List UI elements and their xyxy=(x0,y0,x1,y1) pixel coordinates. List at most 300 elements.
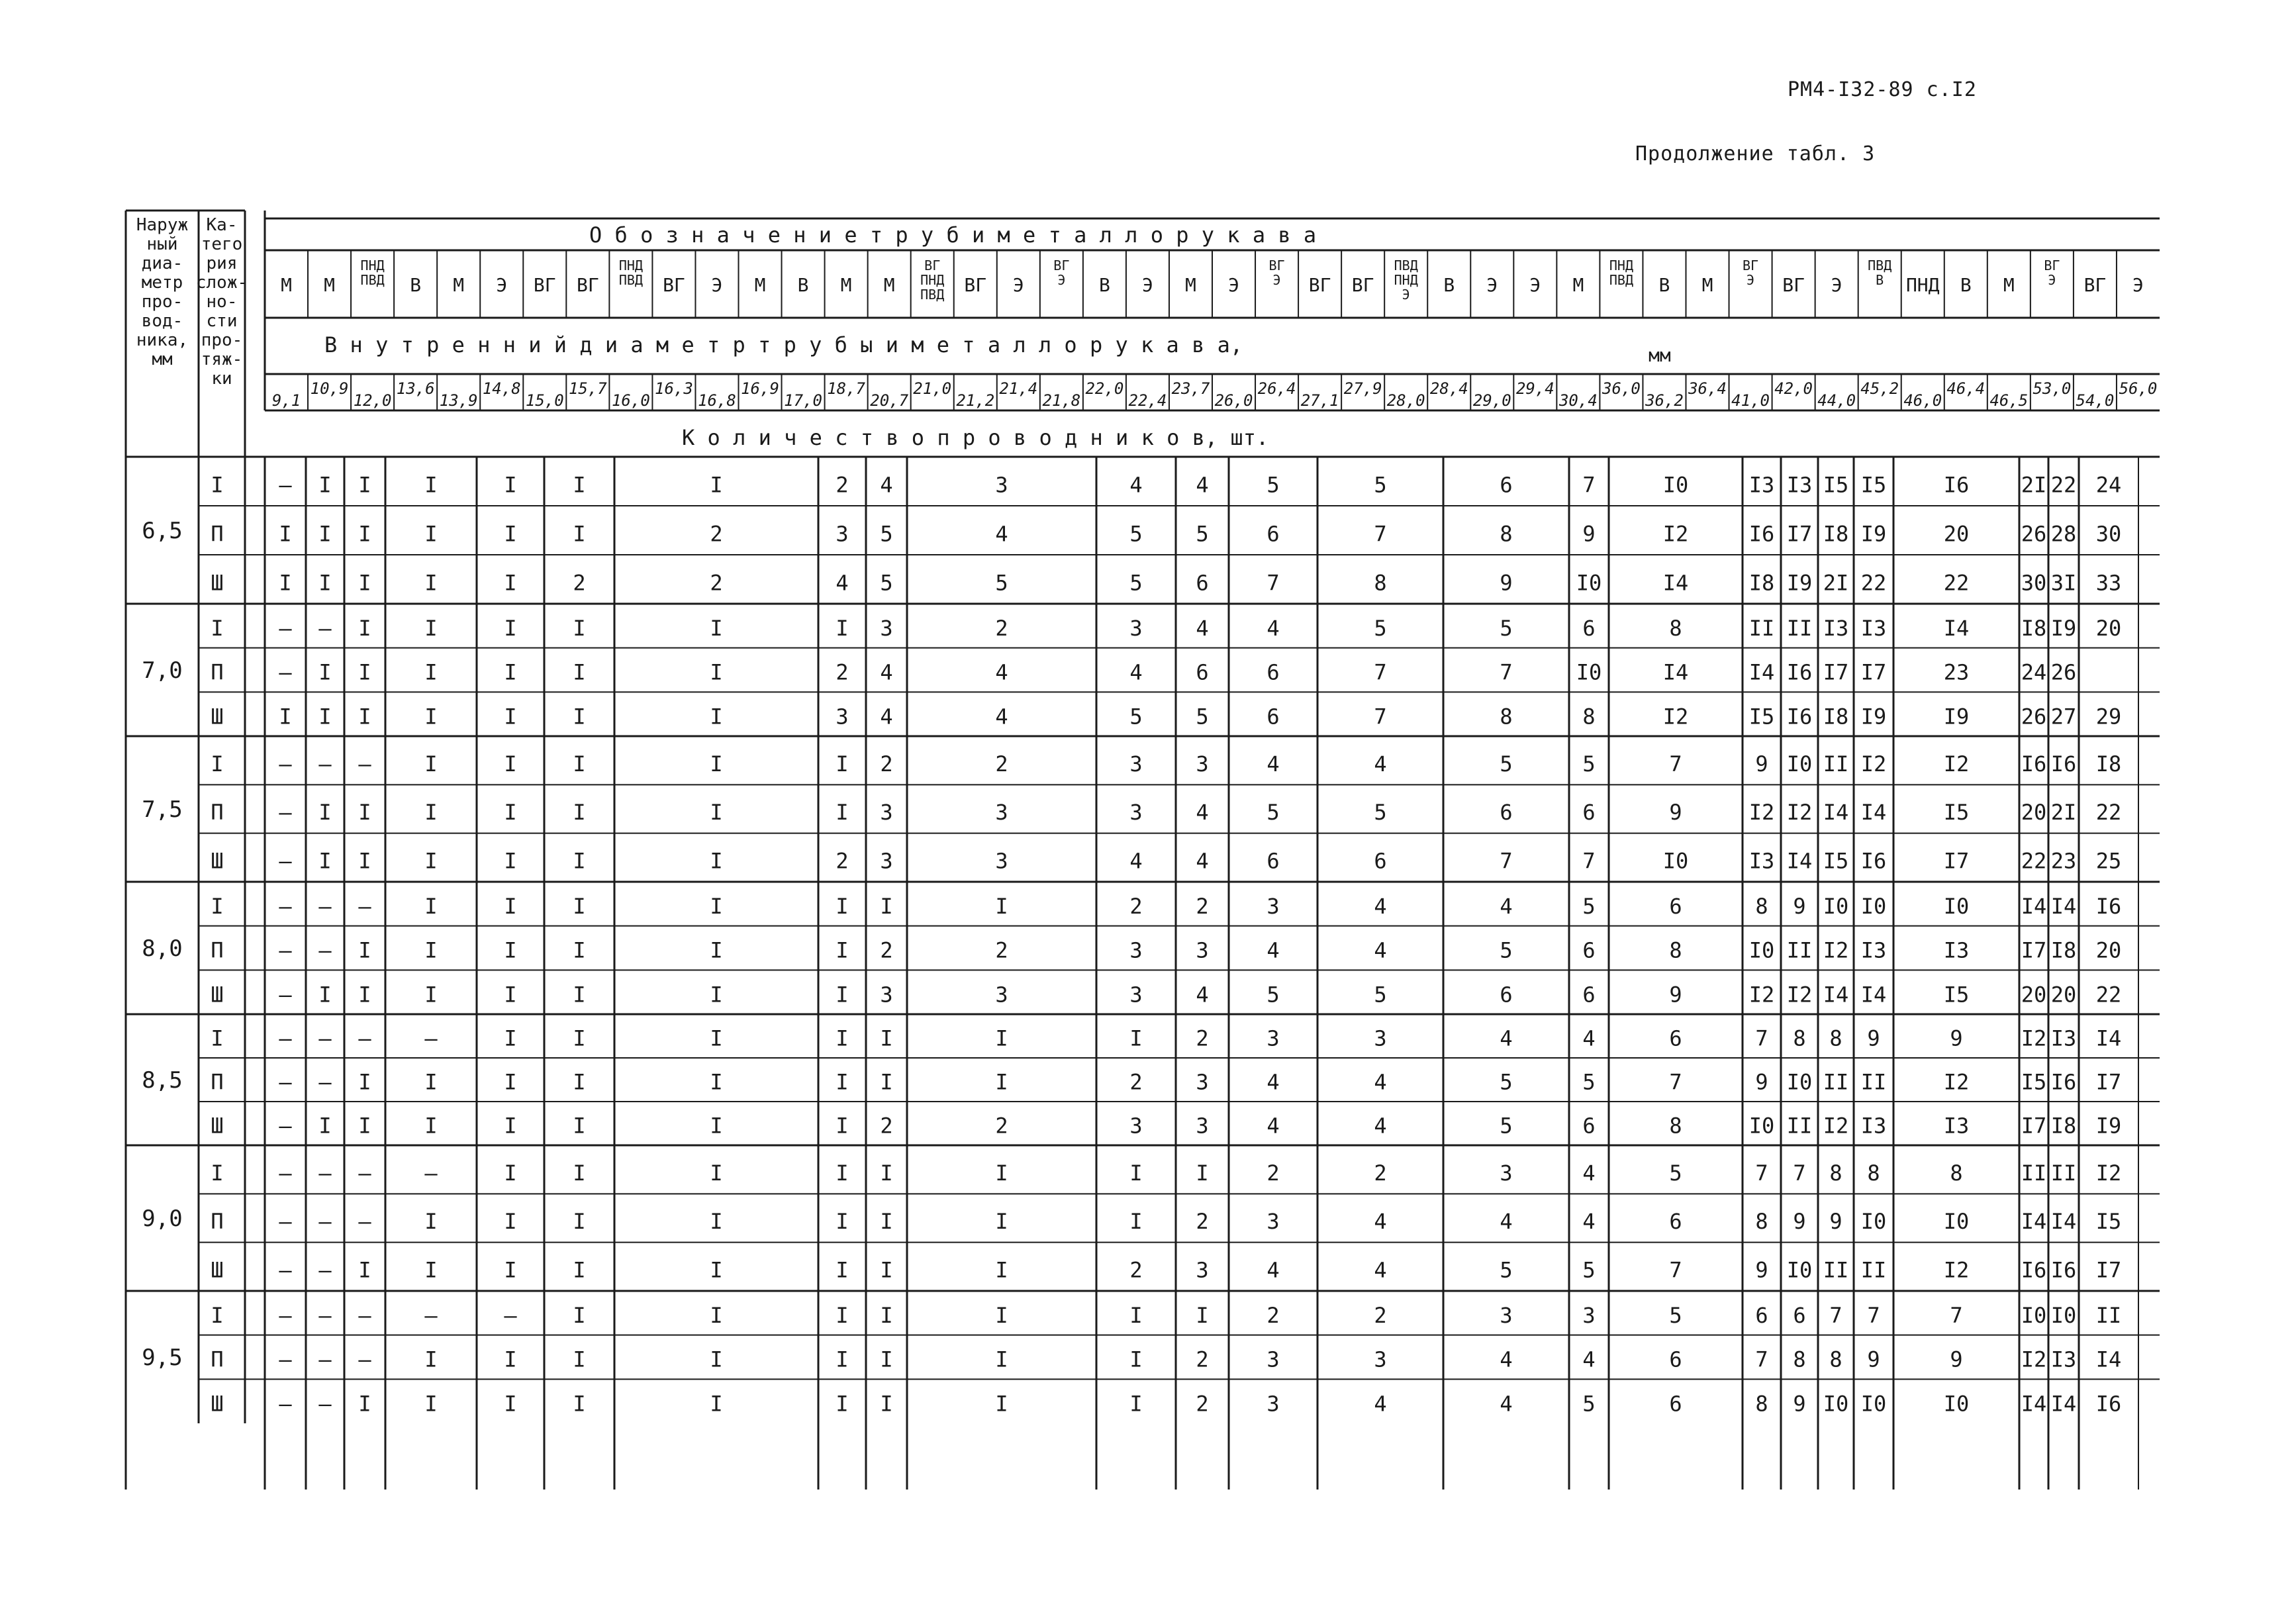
outer-diameter-header: метр xyxy=(141,273,183,293)
conductor-count: I3 xyxy=(1748,848,1775,874)
conductor-count: 30 xyxy=(2021,570,2047,596)
conductor-count: I xyxy=(710,894,723,919)
conductor-count: I xyxy=(424,1347,438,1372)
conductor-count: I xyxy=(573,1257,586,1283)
conductor-count: 9 xyxy=(1793,1209,1806,1235)
inner-diameter-value: 36,0 xyxy=(1602,379,1641,398)
conductor-count: I6 xyxy=(2050,1257,2077,1283)
conductor-count: 8 xyxy=(1829,1347,1842,1372)
conductor-count: I2 xyxy=(1786,982,1813,1008)
category-header: слож- xyxy=(195,273,248,293)
designation-label: М xyxy=(883,274,895,296)
conductor-count: II xyxy=(2021,1160,2047,1186)
conductor-count: I xyxy=(710,937,723,963)
conductor-count: 4 xyxy=(1196,616,1209,641)
inner-diameter-value: 21,0 xyxy=(913,379,952,398)
conductor-count: I xyxy=(573,982,586,1008)
inner-diameter-value: 54,0 xyxy=(2076,391,2115,410)
conductor-count: I xyxy=(504,751,517,777)
conductor-count: II xyxy=(1823,1069,1849,1095)
conductor-count: I8 xyxy=(1748,570,1775,596)
conductor-count: I xyxy=(504,570,517,596)
conductor-count: 4 xyxy=(880,659,893,685)
conductor-count: 5 xyxy=(1500,1113,1513,1139)
conductor-count: – xyxy=(504,1303,517,1328)
category-value: I xyxy=(211,1025,224,1051)
conductor-count: I4 xyxy=(1662,570,1689,596)
conductor-count: I0 xyxy=(1786,1069,1813,1095)
conductor-count: I xyxy=(573,1025,586,1051)
conductor-count: 20 xyxy=(2095,937,2122,963)
conductor-count: I5 xyxy=(2095,1209,2122,1235)
outer-diameter-value: 8,0 xyxy=(142,935,183,962)
designation-label: Э xyxy=(1486,274,1498,296)
conductor-count: 5 xyxy=(1500,1257,1513,1283)
conductor-count: 2 xyxy=(836,848,849,874)
designation-label: Э xyxy=(1746,272,1755,288)
outer-diameter-header: Наруж xyxy=(136,215,189,235)
designation-label: ПВД xyxy=(1609,272,1633,288)
designation-label: Э xyxy=(1831,274,1842,296)
conductor-count: 2 xyxy=(836,472,849,498)
conductor-count: I xyxy=(836,1160,849,1186)
table-body xyxy=(142,472,2121,1416)
inner-diameter-value: 22,4 xyxy=(1128,391,1167,410)
conductor-count: I xyxy=(504,937,517,963)
conductor-count: – xyxy=(279,616,292,641)
designation-label: ВГ xyxy=(1743,258,1759,273)
conductor-count: 2 xyxy=(1267,1303,1280,1328)
conductor-count: II xyxy=(1786,937,1813,963)
conductor-count: II xyxy=(1823,1257,1849,1283)
conductor-count: 2 xyxy=(1129,894,1143,919)
category-value: Ш xyxy=(211,1391,224,1417)
conductor-count: I xyxy=(880,1391,893,1417)
conductor-count: I5 xyxy=(2021,1069,2047,1095)
conductor-count: 8 xyxy=(1829,1160,1842,1186)
conductor-count: I xyxy=(318,800,332,826)
category-header: тяж- xyxy=(201,350,243,369)
designation-label: М xyxy=(1701,274,1713,296)
conductor-count: 7 xyxy=(1374,659,1387,685)
category-value: П xyxy=(211,659,224,685)
conductor-count: I xyxy=(358,616,371,641)
conductor-count: I xyxy=(710,659,723,685)
conductor-count: I0 xyxy=(1662,472,1689,498)
conductor-count: 26 xyxy=(2021,521,2047,547)
conductor-count: I9 xyxy=(1943,704,1970,730)
conductor-count: I xyxy=(424,521,438,547)
inner-diameter-value: 56,0 xyxy=(2119,379,2158,398)
conductor-count: 6 xyxy=(1500,982,1513,1008)
conductor-count: I xyxy=(710,1160,723,1186)
conductor-count: I7 xyxy=(2021,937,2047,963)
conductor-count: 6 xyxy=(1374,848,1387,874)
conductor-count: – xyxy=(424,1025,438,1051)
conductor-count: 4 xyxy=(1582,1160,1596,1186)
conductor-count: 24 xyxy=(2095,472,2122,498)
conductor-count: 5 xyxy=(1129,521,1143,547)
conductor-count: – xyxy=(318,1069,332,1095)
category-value: I xyxy=(211,894,224,919)
conductor-count: 6 xyxy=(1582,937,1596,963)
conductor-count: 4 xyxy=(1500,1347,1513,1372)
conductor-count: I xyxy=(710,472,723,498)
conductor-count: I xyxy=(1129,1025,1143,1051)
conductor-count: 22 xyxy=(2050,472,2077,498)
conductor-count: I xyxy=(995,1391,1008,1417)
conductor-count: 7 xyxy=(1755,1025,1768,1051)
conductor-count: 6 xyxy=(1267,848,1280,874)
designation-label: В xyxy=(1443,274,1455,296)
conductor-count: I2 xyxy=(1786,800,1813,826)
conductor-count: I xyxy=(710,1257,723,1283)
conductor-count: 5 xyxy=(1669,1303,1682,1328)
designation-label: Э xyxy=(1057,272,1066,288)
conductor-count: 20 xyxy=(2021,982,2047,1008)
conductor-count: 6 xyxy=(1755,1303,1768,1328)
conductor-count: – xyxy=(279,1303,292,1328)
conductor-count: I xyxy=(836,1069,849,1095)
outer-diameter-value: 9,5 xyxy=(142,1345,183,1371)
inner-diameter-value: 13,9 xyxy=(439,391,478,410)
conductor-count: I xyxy=(318,1113,332,1139)
conductor-count: 9 xyxy=(1950,1025,1963,1051)
conductor-count: I xyxy=(504,1160,517,1186)
conductor-count: I2 xyxy=(1943,1257,1970,1283)
conductor-count: I3 xyxy=(1943,937,1970,963)
conductor-count: I xyxy=(424,1209,438,1235)
conductor-count: I xyxy=(424,1069,438,1095)
conductor-count: 2 xyxy=(710,570,723,596)
conductor-count: 3 xyxy=(880,848,893,874)
conductor-count: I xyxy=(358,570,371,596)
conductor-count: – xyxy=(318,1160,332,1186)
conductor-count: I xyxy=(836,894,849,919)
conductor-count: 4 xyxy=(1267,1069,1280,1095)
conductor-count: I xyxy=(424,616,438,641)
designation-label: ПВД xyxy=(920,287,945,303)
designation-label: ВГ xyxy=(964,274,987,296)
inner-diameter-value: 36,2 xyxy=(1645,391,1684,410)
conductor-count: I xyxy=(995,1257,1008,1283)
conductor-count: I xyxy=(573,894,586,919)
conductor-count: 7 xyxy=(1867,1303,1880,1328)
conductor-count: I7 xyxy=(1860,659,1887,685)
conductor-count: – xyxy=(424,1303,438,1328)
conductor-count: I xyxy=(318,472,332,498)
conductor-count: 6 xyxy=(1582,1113,1596,1139)
conductor-count: 4 xyxy=(1374,894,1387,919)
conductor-count: 29 xyxy=(2095,704,2122,730)
conductor-count: 5 xyxy=(1582,1391,1596,1417)
conductor-count: I xyxy=(710,704,723,730)
conductor-count: I xyxy=(504,1391,517,1417)
conductor-count: I7 xyxy=(2095,1257,2122,1283)
conductor-count: I4 xyxy=(2050,1391,2077,1417)
conductor-count: 3 xyxy=(1196,751,1209,777)
designation-label: М xyxy=(1572,274,1584,296)
conductor-count: 4 xyxy=(880,704,893,730)
designation-label: ВГ xyxy=(663,274,685,296)
conductor-count: 7 xyxy=(1829,1303,1842,1328)
conductor-count: I6 xyxy=(2050,751,2077,777)
conductor-count: – xyxy=(279,800,292,826)
conductor-count: 3 xyxy=(1267,1391,1280,1417)
conductor-count: 2 xyxy=(1196,1025,1209,1051)
conductor-count: I3 xyxy=(1823,616,1849,641)
conductor-count: 22 xyxy=(2095,800,2122,826)
conductor-count: I xyxy=(424,570,438,596)
conductor-count: I xyxy=(880,1209,893,1235)
designation-label: ВГ xyxy=(924,258,941,273)
conductor-count: 2 xyxy=(1129,1257,1143,1283)
conductor-count: 3 xyxy=(880,616,893,641)
conductor-count: I2 xyxy=(2021,1347,2047,1372)
conductor-count: 9 xyxy=(1500,570,1513,596)
conductor-count: I3 xyxy=(1748,472,1775,498)
conductor-count: – xyxy=(318,616,332,641)
conductor-count: I xyxy=(358,1069,371,1095)
conductor-count: 2 xyxy=(995,1113,1008,1139)
conductor-count: – xyxy=(279,937,292,963)
category-header: Ка- xyxy=(206,215,238,235)
designation-label: М xyxy=(1185,274,1196,296)
conductor-count: 2I xyxy=(2050,800,2077,826)
conductor-count: I xyxy=(318,704,332,730)
conductor-count: 3 xyxy=(836,704,849,730)
conductor-count: I xyxy=(573,751,586,777)
conductor-count: 5 xyxy=(880,521,893,547)
conductor-count: 6 xyxy=(1669,1391,1682,1417)
conductor-count: I2 xyxy=(1662,704,1689,730)
conductor-count: I4 xyxy=(2050,1209,2077,1235)
conductor-count: I xyxy=(836,1347,849,1372)
conductor-count: 6 xyxy=(1669,1209,1682,1235)
conductor-count: 2 xyxy=(1196,1391,1209,1417)
designation-label: ВГ xyxy=(1782,274,1805,296)
category-value: Ш xyxy=(211,704,224,730)
designation-label: ПНД xyxy=(1609,258,1633,273)
conductor-count: 9 xyxy=(1867,1347,1880,1372)
conductor-count: – xyxy=(279,751,292,777)
conductor-count: I5 xyxy=(1943,800,1970,826)
designation-label: ВГ xyxy=(2044,258,2060,273)
conductor-count: 7 xyxy=(1793,1160,1806,1186)
designation-label: ВГ xyxy=(576,274,599,296)
conductor-count: 2 xyxy=(880,751,893,777)
inner-diameter-value: 28,4 xyxy=(1429,379,1468,398)
conductor-count: 2 xyxy=(995,616,1008,641)
conductor-count: I xyxy=(424,751,438,777)
conductor-count: 4 xyxy=(1196,982,1209,1008)
conductor-count: I6 xyxy=(2095,1391,2122,1417)
category-value: П xyxy=(211,800,224,826)
conductor-count: 7 xyxy=(1669,1257,1682,1283)
conductor-count: I6 xyxy=(2021,1257,2047,1283)
conductor-count: 7 xyxy=(1500,848,1513,874)
conductor-count: 27 xyxy=(2050,704,2077,730)
conductor-count: I xyxy=(710,800,723,826)
conductor-count: I xyxy=(504,1069,517,1095)
conductor-count: 5 xyxy=(1374,616,1387,641)
conductor-count: 5 xyxy=(1267,472,1280,498)
conductor-count: I xyxy=(995,1025,1008,1051)
conductor-count: 4 xyxy=(1129,472,1143,498)
conductor-count: 8 xyxy=(1374,570,1387,596)
conductor-count: I xyxy=(358,704,371,730)
inner-diameter-value: 36,4 xyxy=(1688,379,1727,398)
conductor-count: I xyxy=(504,521,517,547)
conductor-count: – xyxy=(318,894,332,919)
conductor-count: 4 xyxy=(1500,894,1513,919)
conductor-count: 20 xyxy=(2050,982,2077,1008)
conductor-count: I0 xyxy=(1860,894,1887,919)
conductor-count: I xyxy=(573,616,586,641)
designation-label: ПВД xyxy=(1868,258,1892,273)
conductor-count: I8 xyxy=(1823,521,1849,547)
conductor-count: – xyxy=(358,894,371,919)
conductor-count: I xyxy=(836,1209,849,1235)
conductor-count: I2 xyxy=(2021,1025,2047,1051)
conductor-count: – xyxy=(358,1209,371,1235)
conductor-count: 8 xyxy=(1669,616,1682,641)
conductor-count: I xyxy=(358,937,371,963)
conductor-count: I xyxy=(880,1303,893,1328)
conductor-count: 3 xyxy=(995,800,1008,826)
conductor-count: 8 xyxy=(1793,1347,1806,1372)
conductor-count: 5 xyxy=(995,570,1008,596)
conductor-count: I xyxy=(995,1303,1008,1328)
conductor-count: I0 xyxy=(2021,1303,2047,1328)
conductor-count: 4 xyxy=(1129,848,1143,874)
conductor-count: 4 xyxy=(1582,1025,1596,1051)
conductor-count: 8 xyxy=(1755,1209,1768,1235)
conductor-count: I xyxy=(573,1209,586,1235)
conductor-count: I4 xyxy=(1662,659,1689,685)
conductor-count: – xyxy=(318,1303,332,1328)
conductor-count: I5 xyxy=(1860,472,1887,498)
conductor-count: – xyxy=(318,937,332,963)
conductor-count: 3 xyxy=(1129,800,1143,826)
conductor-count: – xyxy=(318,1025,332,1051)
conductor-count: I0 xyxy=(1823,1391,1849,1417)
conductor-count: I6 xyxy=(1860,848,1887,874)
conductor-count: 4 xyxy=(1267,751,1280,777)
designation-label: В xyxy=(797,274,809,296)
conductor-count: – xyxy=(279,472,292,498)
conductor-count: 9 xyxy=(1669,800,1682,826)
conductor-count: I xyxy=(358,848,371,874)
inner-diameter-value: 29,4 xyxy=(1515,379,1555,398)
conductor-count: 2I xyxy=(2021,472,2047,498)
conductor-count: I7 xyxy=(2095,1069,2122,1095)
conductor-count: 7 xyxy=(1374,521,1387,547)
conductor-count: 4 xyxy=(1267,937,1280,963)
conductor-count: I6 xyxy=(1786,704,1813,730)
conductor-count: 4 xyxy=(1500,1209,1513,1235)
conductor-count: 4 xyxy=(1196,848,1209,874)
conductor-count: – xyxy=(279,1209,292,1235)
conductor-count: 9 xyxy=(1669,982,1682,1008)
conductor-count: I0 xyxy=(2050,1303,2077,1328)
conductor-count: 4 xyxy=(1374,937,1387,963)
designation-label: ВГ xyxy=(1268,258,1285,273)
conductor-count: – xyxy=(279,1391,292,1417)
conductor-count: I0 xyxy=(1662,848,1689,874)
conductor-count: I0 xyxy=(1786,1257,1813,1283)
conductor-count: 4 xyxy=(1196,800,1209,826)
conductor-count: 28 xyxy=(2050,521,2077,547)
outer-diameter-value: 7,5 xyxy=(142,796,183,823)
conductor-count: I4 xyxy=(2050,894,2077,919)
category-value: П xyxy=(211,521,224,547)
conductor-count: I xyxy=(710,1025,723,1051)
conductor-count: I2 xyxy=(1748,800,1775,826)
conductor-count: 6 xyxy=(1582,982,1596,1008)
inner-diameter-value: 15,7 xyxy=(568,379,607,398)
inner-diameter-value: 46,4 xyxy=(1946,379,1985,398)
conductor-count: 8 xyxy=(1582,704,1596,730)
designation-label: ПНД xyxy=(1905,274,1940,296)
conductor-count: 33 xyxy=(2095,570,2122,596)
outer-diameter-value: 8,5 xyxy=(142,1067,183,1094)
conductor-count: 5 xyxy=(1582,1069,1596,1095)
outer-diameter-header: вод- xyxy=(141,311,183,331)
conductor-count: – xyxy=(318,751,332,777)
conductor-count: I3 xyxy=(1860,1113,1887,1139)
conductor-count: – xyxy=(279,1025,292,1051)
conductor-count: I xyxy=(504,1257,517,1283)
conductor-count: I0 xyxy=(1943,1391,1970,1417)
conductor-count: I xyxy=(1129,1303,1143,1328)
conductor-count: II xyxy=(1860,1257,1887,1283)
conductor-count: 5 xyxy=(1196,704,1209,730)
designation-label: ПВД xyxy=(1394,258,1418,273)
table-caption: Продолжение табл. 3 xyxy=(1635,142,1876,166)
designation-label: М xyxy=(324,274,335,296)
category-value: I xyxy=(211,751,224,777)
conductor-count: – xyxy=(279,659,292,685)
conductor-count: 3 xyxy=(1129,751,1143,777)
conductor-count: I0 xyxy=(1748,1113,1775,1139)
conductor-count: I3 xyxy=(2050,1347,2077,1372)
inner-diameter-value: 42,0 xyxy=(1774,379,1813,398)
conductor-count: I xyxy=(358,1391,371,1417)
conductor-count: 5 xyxy=(1669,1160,1682,1186)
conductor-count: I3 xyxy=(1943,1113,1970,1139)
conductor-count: I xyxy=(573,521,586,547)
designation-label: В xyxy=(410,274,422,296)
conductor-count: 26 xyxy=(2021,704,2047,730)
designation-label: ПВД xyxy=(618,272,643,288)
conductor-count: II xyxy=(1748,616,1775,641)
conductor-count: I xyxy=(424,1113,438,1139)
conductor-count: 30 xyxy=(2095,521,2122,547)
conductor-count: 6 xyxy=(1196,570,1209,596)
conductor-count: 20 xyxy=(2095,616,2122,641)
conductor-count: 4 xyxy=(1374,1257,1387,1283)
conductor-count: – xyxy=(279,1113,292,1139)
conductor-count: I xyxy=(1129,1209,1143,1235)
conductor-count: I4 xyxy=(2021,894,2047,919)
conductor-count: 8 xyxy=(1500,704,1513,730)
category-header: рия xyxy=(206,254,238,273)
conductor-count: I xyxy=(1129,1160,1143,1186)
conductor-count: I9 xyxy=(1860,704,1887,730)
conductor-count: 3 xyxy=(1267,894,1280,919)
designation-label: ВГ xyxy=(533,274,556,296)
